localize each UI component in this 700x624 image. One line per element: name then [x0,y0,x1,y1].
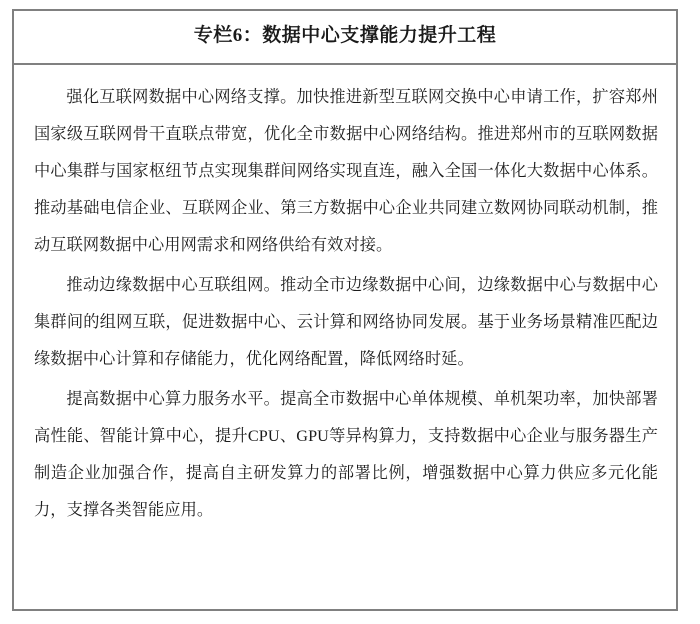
callout-header-cell [13,10,677,64]
callout-body-row [13,64,677,610]
callout-table-body [13,10,677,610]
callout-paragraph-3: 提高数据中心算力服务水平。提高全市数据中心单体规模、单机架功率，加快部署高性能、智能计算中心，提升CPU、GPU等异构算力，支持数据中心企业与服务器生产制造企业加强合作，提高自主研发算力的部署比例，增强数据中心算力供应多元化能力，支撑各类智能应用。 [34,389,658,519]
callout-paragraph-1: 强化互联网数据中心网络支撑。加快推进新型互联网交换中心申请工作，扩容郑州国家级互联网骨干直联点带宽，优化全市数据中心网络结构。推进郑州市的互联网数据中心集群与国家枢纽节点实现集群间网络实现直连，融入全国一体化大数据中心体系。推动基础电信企业、互联网企业、第三方数据中心企业共同建立数网协同联动机制，推动互联网数据中心用网需求和网络供给有效对接。 [34,87,658,254]
callout-body-cell [13,64,677,610]
callout-header-row [13,10,677,64]
callout-title: 专栏6：数据中心支撑能力提升工程 [193,25,497,46]
callout-paragraph-2: 推动边缘数据中心互联组网。推动全市边缘数据中心间，边缘数据中心与数据中心集群间的组网互联，促进数据中心、云计算和网络协同发展。基于业务场景精准匹配边缘数据中心计算和存储能力，优化网络配置，降低网络时延。 [34,275,658,368]
callout-box-table [12,9,678,611]
